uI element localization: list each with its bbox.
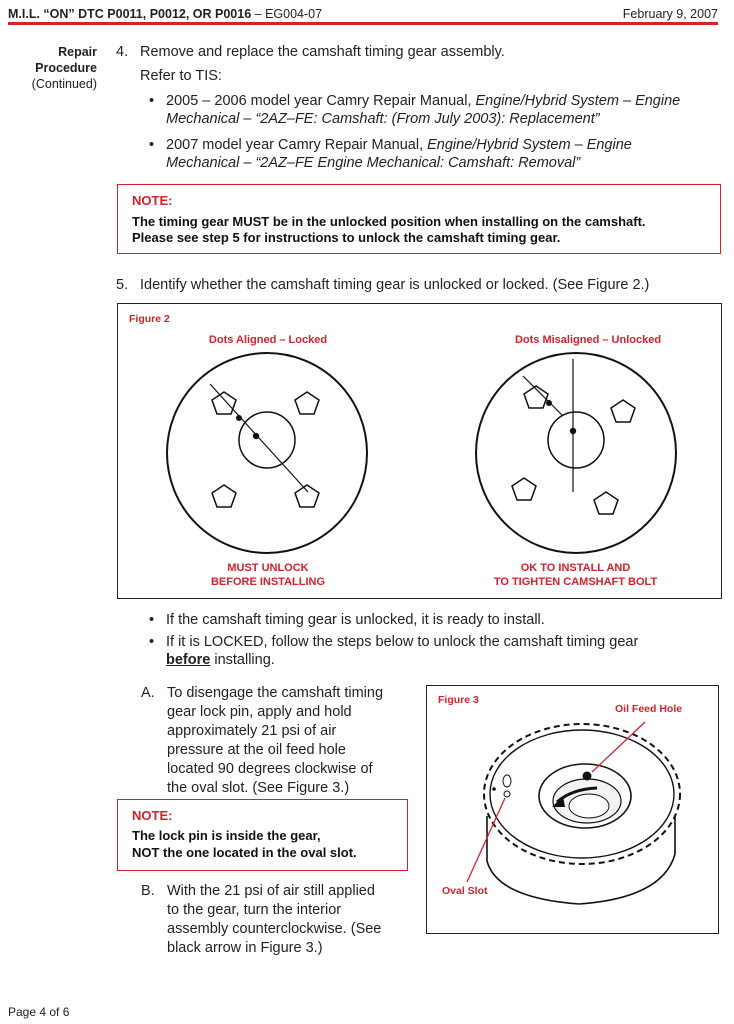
step-A-letter: A. <box>141 685 155 701</box>
note-title: NOTE: <box>132 808 173 823</box>
step-4-refer: Refer to TIS: <box>140 68 222 84</box>
header-rule <box>8 22 718 25</box>
oval-slot-label: Oval Slot <box>442 885 488 897</box>
document-title: M.I.L. “ON” DTC P0011, P0012, OR P0016 – EG004-07 <box>8 7 323 21</box>
unlocked-bullet: • If the camshaft timing gear is unlocked, it is ready to install. <box>149 612 545 628</box>
figure-2-label: Figure 2 <box>129 313 170 325</box>
bullet-dot: • <box>149 137 155 153</box>
step-4-bullet-1: • 2005 – 2006 model year Camry Repair Manual, Engine/Hybrid System – Engine Mechanical – “2AZ–FE: Camshaft: (From July 2003): Replacement” <box>149 93 681 127</box>
note-line-2: NOT the one located in the oval slot. <box>132 845 357 860</box>
figure-2 <box>117 303 722 599</box>
locked-caption-2: BEFORE INSTALLING <box>210 576 326 588</box>
figure-2-diagram <box>118 304 723 600</box>
note-line-1: The lock pin is inside the gear, <box>132 828 321 843</box>
section-label <box>32 44 97 92</box>
locked-bullet: • If it is LOCKED, follow the steps below to unlock the camshaft timing gear before installing. <box>149 634 639 668</box>
figure-3-gear-illustration <box>427 686 720 935</box>
step-A: A. To disengage the camshaft timing gear lock pin, apply and hold approximately 21 psi of air pressure at the oil feed hole located 90 degrees clockwise of the oval slot. (See Figure 3.) <box>141 685 384 796</box>
note-title: NOTE: <box>132 193 173 208</box>
page-number: Page 4 of 6 <box>8 1005 70 1019</box>
section-label-line2: Procedure <box>35 61 97 75</box>
figure-3 <box>426 685 719 934</box>
step-5 <box>116 276 721 296</box>
bullet-dot: • <box>149 93 155 109</box>
note-box-timing-gear <box>117 184 721 254</box>
unlocked-caption-2: TO TIGHTEN CAMSHAFT BOLT <box>493 576 658 588</box>
step-4-number: 4. <box>116 44 129 60</box>
step-5-number: 5. <box>116 277 129 293</box>
note-line-2: Please see step 5 for instructions to unlock the camshaft timing gear. <box>132 230 561 245</box>
figure-3-label: Figure 3 <box>438 694 479 706</box>
step-5-text: Identify whether the camshaft timing gear is unlocked or locked. (See Figure 2.) <box>140 277 650 293</box>
document-date: February 9, 2007 <box>622 7 718 21</box>
step-4-text: Remove and replace the camshaft timing gear assembly. <box>140 44 505 60</box>
locked-gear-illustration <box>167 353 367 553</box>
step-B: B. With the 21 psi of air still applied to the gear, turn the interior assembly counterclockwise. (See black arrow in Figure 3.) <box>141 883 382 956</box>
unlocked-caption-1: OK TO INSTALL AND <box>520 562 631 574</box>
unlocked-title: Dots Misaligned – Unlocked <box>514 334 662 346</box>
note-box-lock-pin <box>117 799 408 871</box>
emphasis-before: before <box>166 652 211 668</box>
section-label-line1: Repair <box>58 45 97 59</box>
locked-title: Dots Aligned – Locked <box>208 334 328 346</box>
step-4 <box>116 43 716 87</box>
locked-caption-1: MUST UNLOCK <box>227 562 309 574</box>
step-4-bullet-2: • 2007 model year Camry Repair Manual, Engine/Hybrid System – Engine Mechanical – “2AZ–FE Engine Mechanical: Camshaft: Removal” <box>149 137 632 171</box>
note-line-1: The timing gear MUST be in the unlocked position when installing on the camshaft. <box>132 214 646 229</box>
unlocked-gear-illustration <box>476 353 676 553</box>
step-B-letter: B. <box>141 883 155 899</box>
oil-feed-hole-label: Oil Feed Hole <box>615 703 683 715</box>
section-label-line3: (Continued) <box>31 77 97 91</box>
